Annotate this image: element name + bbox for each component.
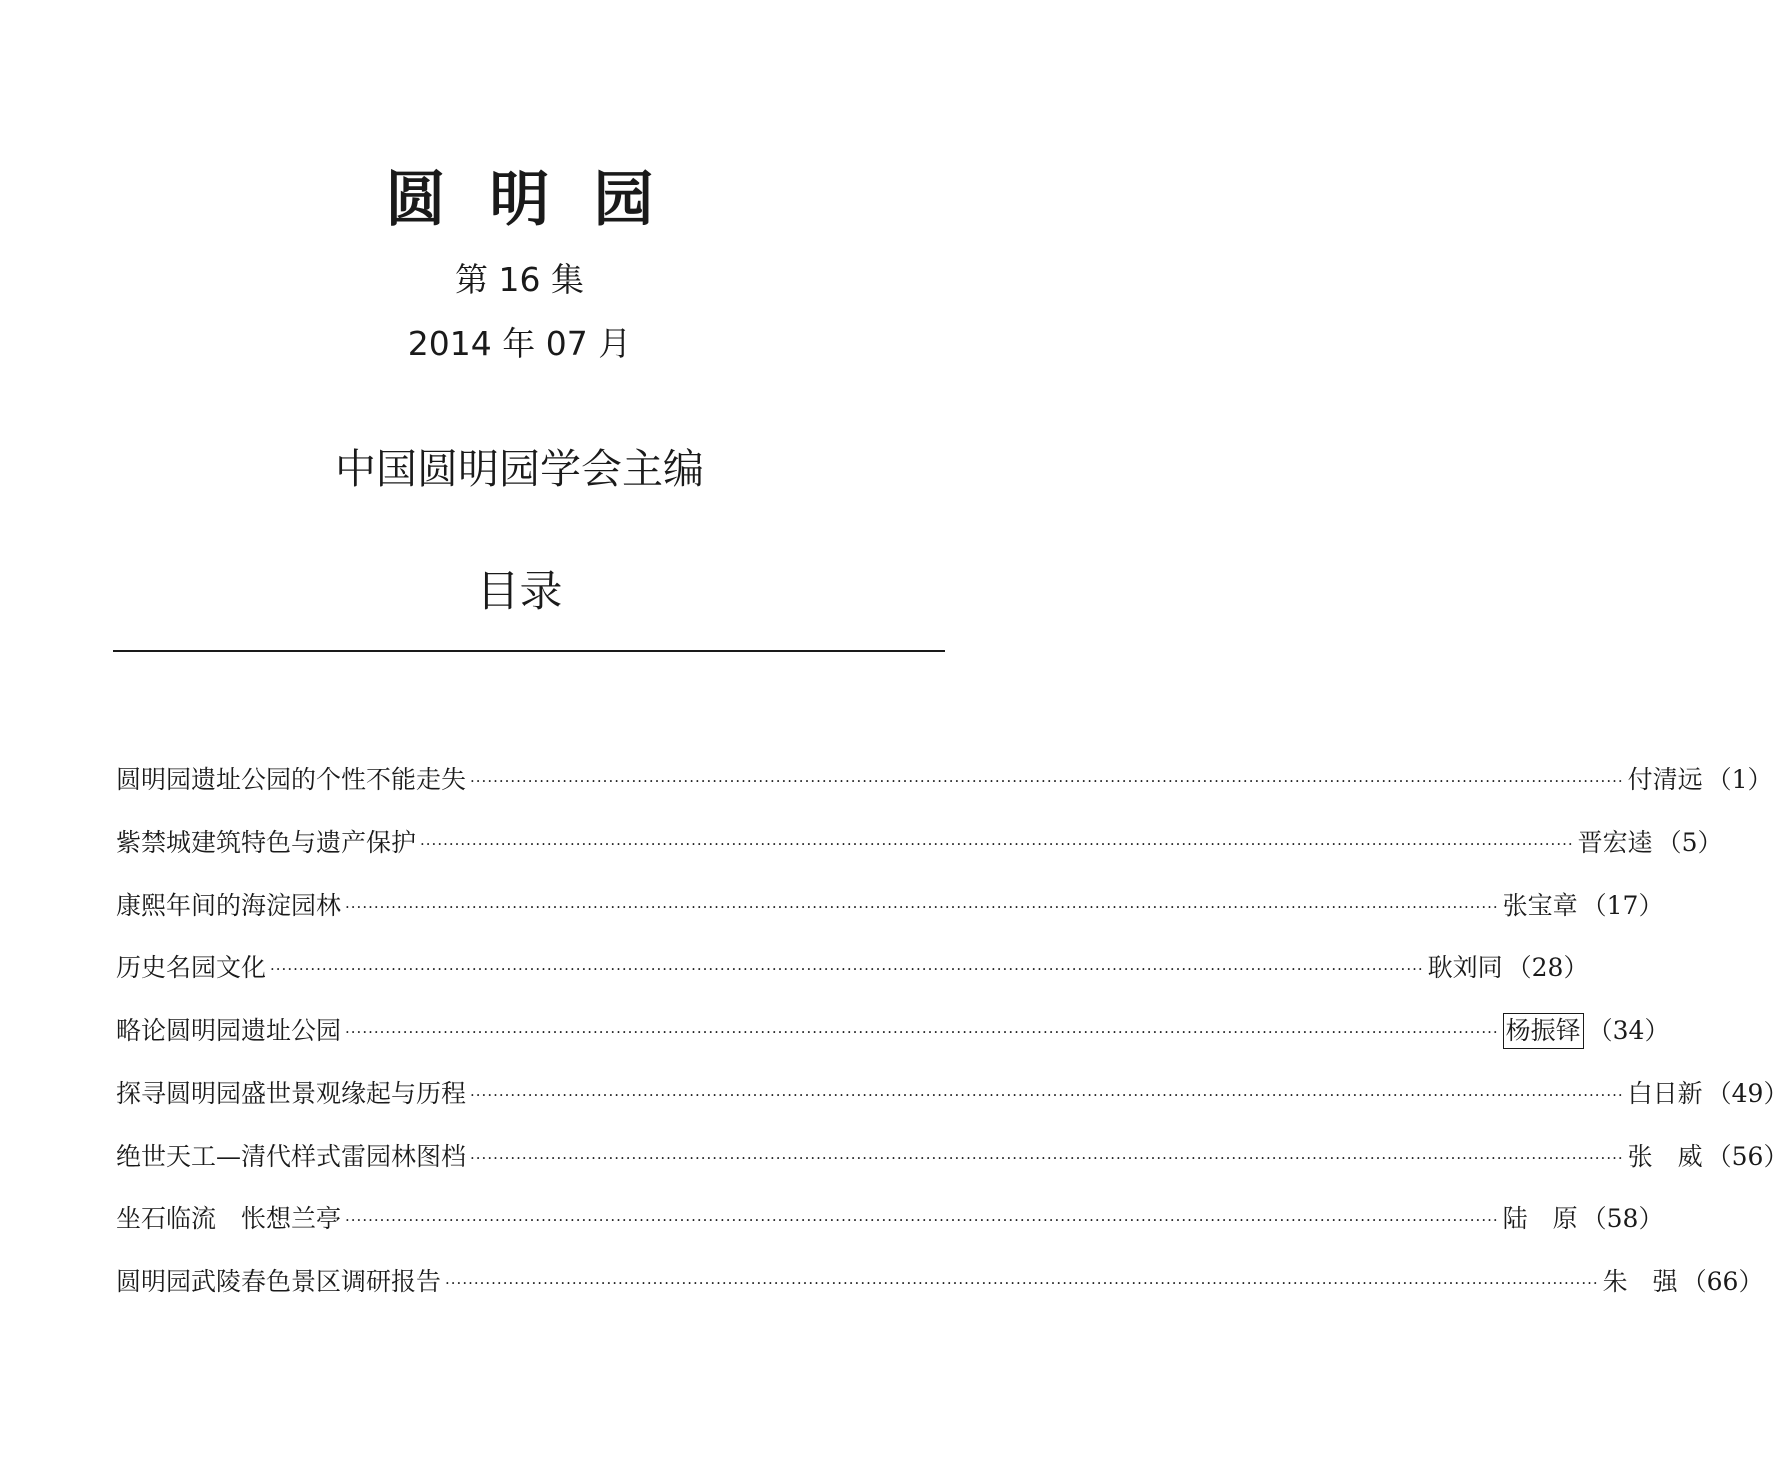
dot-leader: ········································································································································································································ [270,960,1424,979]
toc-entry [116,760,1773,823]
toc-entry-author: 陆 原 [1502,1204,1578,1234]
toc-entry [116,1262,1764,1325]
toc-entry-author: 张 威 [1627,1141,1703,1171]
toc-entry-author: 付清远 [1627,765,1703,794]
toc-entry-title: 略论圆明园遗址公园 [116,1016,342,1045]
dot-leader: ········································································································································································································ [445,1274,1599,1292]
toc-entry-page: （1） [1706,765,1773,794]
toc-entry-title: 探寻圆明园盛世景观缘起与历程 [116,1078,467,1108]
toc-entry-page: （58） [1581,1204,1664,1234]
toc-entry-title: 绝世天工—清代样式雷园林图档 [116,1141,467,1171]
toc-entry-page: （56） [1706,1141,1788,1171]
toc-entry [116,1074,1788,1137]
toc-entry-author: 白日新 [1627,1078,1703,1108]
dot-leader: ········································································································································································································ [470,1148,1624,1167]
toc-entry [116,1011,1670,1074]
toc-entry-title: 康熙年间的海淀园林 [116,890,342,920]
editor-line: 中国圆明园学会主编 [335,445,704,493]
dot-leader: ········································································································································································································ [345,897,1499,916]
dot-leader: ········································································································································································································ [420,834,1574,853]
dot-leader: ········································································································································································································ [470,772,1624,790]
toc-entry [116,886,1664,949]
toc-entry-title: 圆明园遗址公园的个性不能走失 [116,765,467,794]
toc-entry-page: （66） [1681,1267,1764,1296]
divider-rule [113,650,945,652]
toc-entry-author: 张宝章 [1502,890,1578,920]
dot-leader: ········································································································································································································ [470,1085,1624,1104]
toc-entry-author: 朱 强 [1602,1267,1678,1296]
toc-entry-author-boxed: 杨振铎 [1503,1013,1584,1049]
toc-entry-page: （49） [1706,1078,1788,1108]
toc-entry-title: 历史名园文化 [116,953,267,983]
toc-entry-page: （17） [1581,890,1664,920]
toc-entry-page: （28） [1506,953,1589,983]
issue-number: 第 16 集 [455,260,584,299]
toc-entry-title: 紫禁城建筑特色与遗产保护 [116,827,417,857]
dot-leader: ········································································································································································································ [345,1211,1499,1230]
table-of-contents [116,760,1788,1325]
toc-entry [116,948,1589,1011]
toc-entry-page: （5） [1656,827,1723,857]
journal-title: 圆明园 [385,165,698,235]
toc-entry-title: 圆明园武陵春色景区调研报告 [116,1267,442,1296]
toc-entry [116,1199,1664,1262]
toc-entry-page: （34） [1587,1016,1670,1045]
toc-heading: 目录 [476,567,563,617]
toc-entry-author: 耿刘同 [1427,953,1503,983]
toc-entry [116,1137,1788,1200]
toc-entry-author: 晋宏逵 [1577,827,1653,857]
toc-entry-title: 坐石临流 怅想兰亭 [116,1204,342,1234]
publication-date: 2014 年 07 月 [407,324,632,363]
toc-entry [116,823,1723,886]
dot-leader: ········································································································································································································ [345,1023,1499,1041]
